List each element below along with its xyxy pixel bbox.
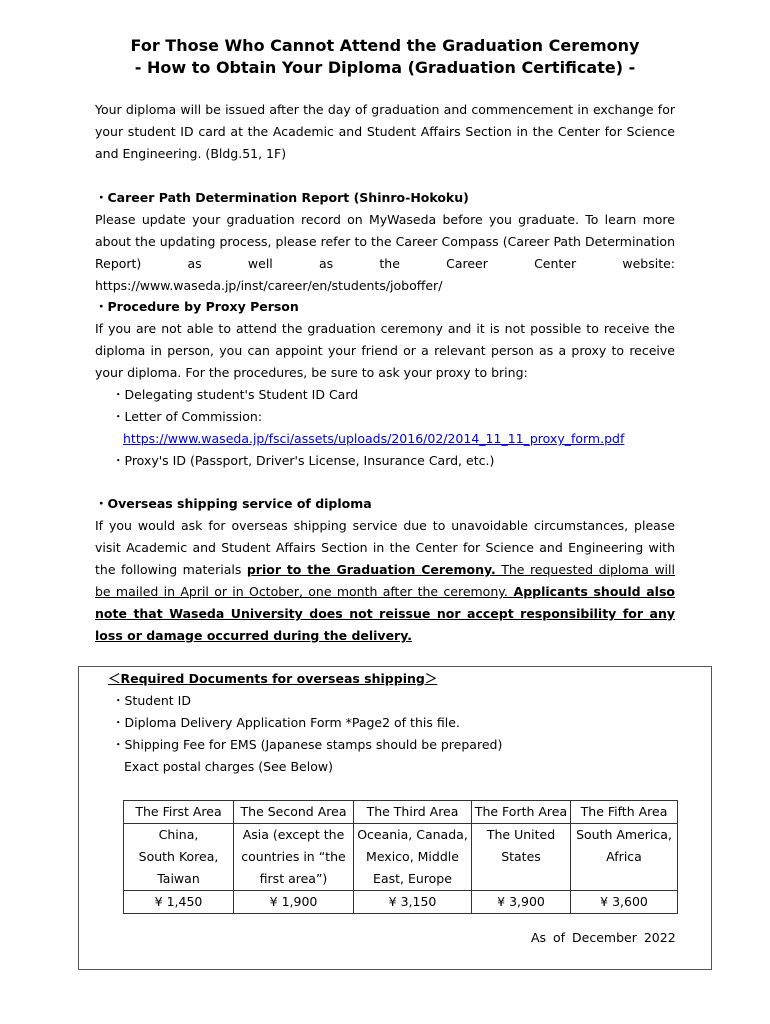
price-third-area: ¥ 3,150 bbox=[354, 891, 472, 914]
region-second-area: Asia (except the countries in “the first area”) bbox=[234, 824, 354, 891]
table-row bbox=[124, 891, 678, 914]
header-second-area: The Second Area bbox=[234, 801, 354, 824]
postal-charges-note: Exact postal charges (See Below) bbox=[124, 759, 333, 774]
region-forth-area: The United States bbox=[472, 824, 571, 891]
region-fifth-area: South America, Africa bbox=[571, 824, 678, 891]
proxy-paragraph: If you are not able to attend the graduation ceremony and it is not possible to receive the diploma in person, you can appoint your friend or a relevant person as a proxy to receive your diploma. For the procedures, be sure to ask your proxy to bring: bbox=[95, 321, 675, 380]
page-title bbox=[0, 35, 770, 79]
proxy-heading: ・Procedure by Proxy Person bbox=[95, 299, 299, 314]
price-first-area: ¥ 1,450 bbox=[124, 891, 234, 914]
header-fifth-area: The Fifth Area bbox=[571, 801, 678, 824]
header-third-area: The Third Area bbox=[354, 801, 472, 824]
overseas-body-plain: If you would ask for overseas shipping service due to unavoidable circumstances, please visit Academic and Student Affairs Section in the Center for Science and Engineering with the following materials bbox=[95, 518, 675, 577]
required-item-student-id: ・Student ID bbox=[112, 693, 191, 708]
required-item-shipping-fee: ・Shipping Fee for EMS (Japanese stamps should be prepared) bbox=[112, 737, 503, 752]
proxy-item-student-id: ・Delegating student's Student ID Card bbox=[112, 387, 359, 402]
price-fifth-area: ¥ 3,600 bbox=[571, 891, 678, 914]
overseas-responsibility-note: Applicants should also note that Waseda University does not reissue nor accept responsibility for any loss or damage occurred during the delivery. bbox=[95, 584, 675, 643]
overseas-heading: ・Overseas shipping service of diploma bbox=[95, 496, 372, 511]
table-row bbox=[124, 824, 678, 891]
overseas-paragraph bbox=[95, 515, 675, 647]
required-item-application-form: ・Diploma Delivery Application Form *Page2 of this file. bbox=[112, 715, 460, 730]
price-second-area: ¥ 1,900 bbox=[234, 891, 354, 914]
as-of-date: As of December 2022 bbox=[531, 930, 676, 945]
title-line-2: - How to Obtain Your Diploma (Graduation Certificate) - bbox=[134, 58, 636, 77]
price-forth-area: ¥ 3,900 bbox=[472, 891, 571, 914]
region-first-area: China, South Korea, Taiwan bbox=[124, 824, 234, 891]
region-third-area: Oceania, Canada, Mexico, Middle East, Europe bbox=[354, 824, 472, 891]
intro-paragraph: Your diploma will be issued after the day of graduation and commencement in exchange for your student ID card at the Academic and Student Affairs Section in the Center for Science and Engineering. (Bldg.51, 1F) bbox=[95, 102, 675, 161]
title-line-1: For Those Who Cannot Attend the Graduation Ceremony bbox=[130, 36, 640, 55]
header-first-area: The First Area bbox=[124, 801, 234, 824]
overseas-prior-note: prior to the Graduation Ceremony. bbox=[246, 562, 496, 577]
career-heading: ・Career Path Determination Report (Shinro-Hokoku) bbox=[95, 190, 469, 205]
postal-fees-table bbox=[123, 800, 678, 914]
header-forth-area: The Forth Area bbox=[472, 801, 571, 824]
proxy-item-proxy-id: ・Proxy's ID (Passport, Driver's License, Insurance Card, etc.) bbox=[112, 453, 495, 468]
table-row bbox=[124, 801, 678, 824]
overseas-mail-note: The requested diploma will be mailed in April or in October, one month after the ceremony. bbox=[95, 562, 675, 599]
proxy-item-letter: ・Letter of Commission: bbox=[112, 409, 263, 424]
proxy-form-link[interactable]: https://www.waseda.jp/fsci/assets/uploads/2016/02/2014_11_11_proxy_form.pdf bbox=[123, 431, 625, 446]
required-documents-title: ＜Required Documents for overseas shipping＞ bbox=[108, 671, 438, 686]
career-paragraph: Please update your graduation record on MyWaseda before you graduate. To learn more about the updating process, please refer to the Career Compass (Career Path Determination Report) as well as the Career Center website: https://www.waseda.jp/inst/career/en/students/joboffer/ bbox=[95, 212, 675, 293]
